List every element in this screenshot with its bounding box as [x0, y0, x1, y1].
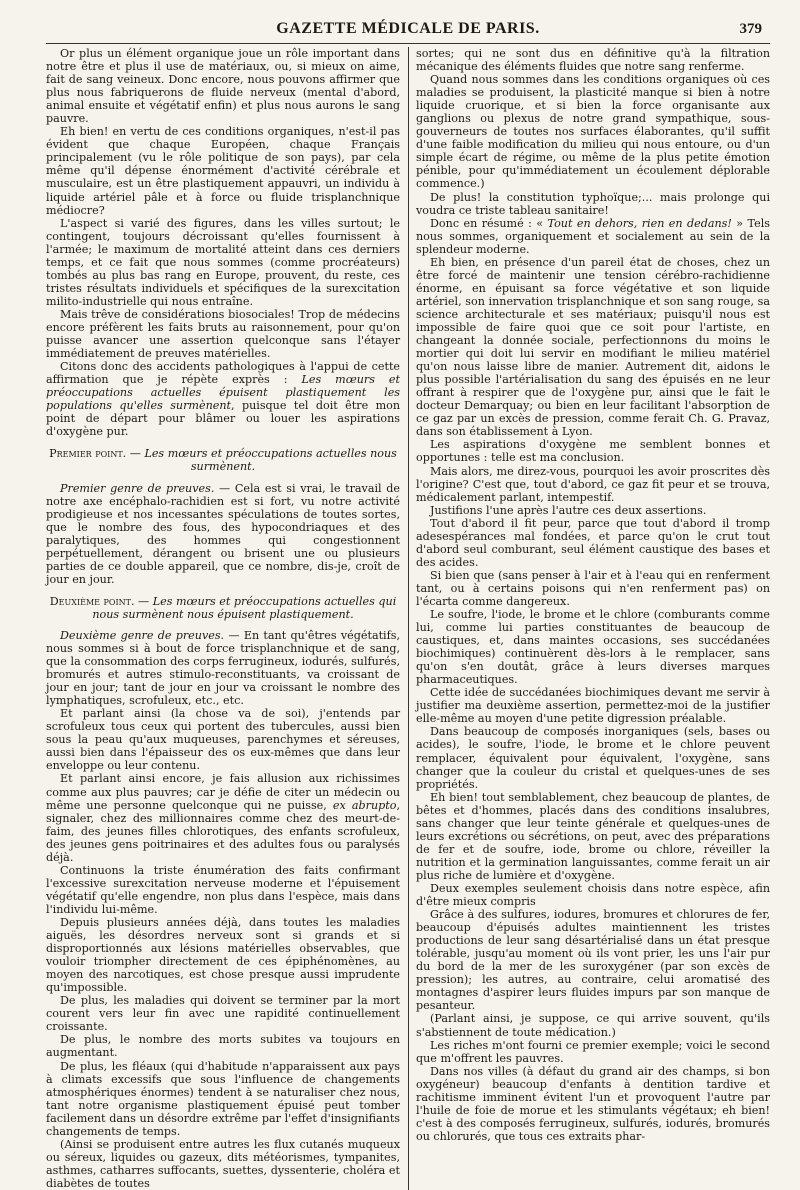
text-run: , signaler, chez des millionnaires comme chez des meurt-de-faim, des jeunes filles chlorotiques, des enfants scrofuleux, des jeunes gens poitrinaires et des adultes fous ou paralysés déjà. [46, 798, 401, 864]
section-label: Deuxième point. [49, 594, 135, 608]
paragraph: sortes; qui ne sont dus en définitive qu'à la filtration mécanique des éléments fluides que notre sang renferme. [416, 47, 771, 74]
paragraph [46, 629, 400, 707]
page-header [46, 0, 770, 44]
text-run: Citons donc des accidents pathologiques à l'appui de cette affirmation que je répète exprès : [46, 360, 401, 387]
text-run: Et parlant ainsi encore, je fais allusion aux richissimes comme aux plus pauvres; car je défie de citer un médecin ou même une personne quelconque qui ne puisse, [46, 772, 401, 812]
section-title: — Les mœurs et préoccupations actuelles nous surmènent. [126, 447, 397, 474]
paragraph [46, 772, 400, 863]
paragraph: Eh bien! en vertu de ces conditions organiques, n'est-il pas évident que chaque Européen, chaque Français principalement (vu le rôle politique de son pays), par cela même qu'il dépense énormément d'activité cérébrale et musculaire, est un être plastiquement appauvri, un individu à liquide artériel pâle et à force ou fluide trisplanchnique médiocre? [46, 125, 401, 217]
paragraph: Justifions l'une après l'autre ces deux assertions. [430, 503, 707, 517]
paragraph: Depuis plusieurs années déjà, dans toutes les maladies aiguës, les désordres nerveux sont si grands et si disproportionnés aux lésions matérielles observables, que vouloir triompher directement de ces épiphénomènes, au moyen des narcotiques, est chose presque aussi imprudente qu'impossible. [46, 916, 401, 995]
proof-label: Deuxième genre de preuves. [60, 628, 225, 642]
paragraph: (Parlant ainsi, je suppose, ce qui arrive souvent, qu'ils s'abstiennent de toute médication.) [416, 1012, 771, 1039]
left-column [46, 47, 408, 1190]
paragraph: Quand nous sommes dans les conditions organiques où ces maladies se produisent, la plasticité manque si bien à notre liquide cruorique, et si bien la force organisante aux ganglions ou plexus de notre grand sympathique, sous-gouverneurs de toutes nos surfaces élaborantes, qu'il suffit d'une faible modification du milieu qui nous entoure, ou d'un simple écart de régime, ou même de la plus petite émotion pénible, pour qu'immédiatement un écoulement déplorable commence.) [416, 73, 771, 191]
section-heading-1 [46, 447, 400, 473]
paragraph: Grâce à des sulfures, iodures, bromures et chlorures de fer, beaucoup d'épuisés adultes maintiennent les tristes productions de leur sang désartérialisé dans un état presque tolérable, jusqu'au moment où ils vont prier, les uns l'air pur du bord de la mer de les suroxygéner (par son excès de pression); les autres, au contraire, celui aromatisé des montagnes d'aspirer leurs fluides impurs par son manque de pesanteur. [416, 908, 771, 1013]
paragraph: Dans beaucoup de composés inorganiques (sels, bases ou acides), le soufre, l'iode, le brome et le chlore peuvent remplacer, équivalent pour équivalent, l'oxygène, sans changer que la couleur du cristal et quelques-unes de ses propriétés. [416, 725, 771, 791]
section-heading-2 [46, 595, 400, 621]
text-run: » Tels nous sommes, organiquement et socialement au sein de la splendeur moderne. [416, 216, 771, 256]
italic-quote: Tout en dehors, rien en dedans! [547, 216, 732, 230]
paragraph: Les aspirations d'oxygène me semblent bonnes et opportunes : telle est ma conclusion. [416, 438, 771, 465]
paragraph: Et parlant ainsi (la chose va de soi), j'entends par scrofuleux tous ceux qui portent des tubercules, aussi bien sous la peau qu'aux muqueuses, parenchymes et séreuses, aussi bien dans l'épaisseur des os eux-mêmes que dans leur enveloppe ou leur contenu. [46, 707, 401, 773]
paragraph: L'aspect si varié des figures, dans les villes surtout; le contingent, toujours décroissant qu'elles fournissent à l'armée; le maximum de mortalité atteint dans ces derniers temps, et ce fait que nous sommes (comme procréateurs) tombés au plus bas rang en Europe, prouvent, du reste, ces tristes résultats individuels et spécifiques de la surexcitation milito-industrielle qui nous entraîne. [46, 216, 401, 308]
paragraph [46, 360, 400, 438]
text-run: , puisque tel doit être mon point de départ pour blâmer ou louer les aspirations d'oxygène pur. [46, 399, 401, 439]
paragraph: De plus, les maladies qui doivent se terminer par la mort courent vers leur fin avec une rapidité continuellement croissante. [46, 994, 401, 1034]
paragraph: Deux exemples seulement choisis dans notre espèce, afin d'être mieux compris [416, 882, 771, 909]
italic-phrase: ex abrupto [332, 798, 397, 812]
column-divider [408, 47, 409, 1190]
paragraph: Continuons la triste énumération des faits confirmant l'excessive surexcitation nerveuse moderne et l'épuisement végétatif qu'elle engendre, non plus dans l'espèce, mais dans l'individu lui-même. [46, 863, 401, 916]
paragraph [46, 482, 400, 586]
paragraph [416, 217, 770, 256]
section-title: — Les mœurs et préoccupations actuelles qui nous surmènent nous épuisent plastiquement. [92, 594, 397, 621]
paragraph: Eh bien, en présence d'un pareil état de choses, chez un être forcé de maintenir une tension cérébro-rachidienne énorme, en épuisant sa force végétative et son liquide artériel, son innervation trisplanchnique et son sang rouge, sa science architecturale et ses matériaux; puisqu'il nous est impossible de faire quoi que ce soit pour l'artiste, en changeant la donnée sociale, perfectionnons du moins le mortier qui doit lui servir en modifiant le milieu matériel qu'on nous laisse libre de manier. Autrement dit, aidons le plus possible l'artérialisation du sang des épuisés en ne leur offrant à respirer que de l'oxygène pur, ainsi que le fait le docteur Demarquay; ou bien en leur facilitant l'absorption de ce gaz par un excès de pression, comme ferait Ch. G. Pravaz, dans son établissement à Lyon. [416, 255, 771, 439]
paragraph: Les riches m'ont fourni ce premier exemple; voici le second que m'offrent les pauvres. [416, 1038, 771, 1065]
text-run: Donc en résumé : « [430, 216, 548, 230]
paragraph: De plus, les fléaux (qui d'habitude n'apparaissent aux pays à climats excessifs que sous l'influence de changements atmosphériques énormes) tendent à se naturaliser chez nous, tant notre organisme plastiquement épuisé peut tomber facilement dans un désordre extrême par l'effet d'insignifiants changements de temps. [46, 1059, 401, 1138]
right-column [416, 47, 770, 1190]
paragraph: Dans nos villes (à défaut du grand air des champs, si bon oxygéneur) beaucoup d'enfants à dentition tardive et rachitisme imminent évitent l'un et provoquent l'autre par l'huile de foie de morue et les stimulants végétaux; eh bien! c'est à des composés ferrugineux, sulfurés, iodurés, bromurés ou chlorurés, que tous ces extraits phar- [416, 1064, 771, 1143]
paragraph: (Ainsi se produisent entre autres les flux cutanés muqueux ou séreux, liquides ou gazeux, dits météorismes, tympanites, asthmes, catharres suffocants, suettes, dyssenterie, choléra et diabètes de toutes [46, 1137, 401, 1190]
paragraph: De plus! la constitution typhoïque;... mais prolonge qui voudra ce triste tableau sanitaire! [416, 190, 771, 217]
text-run: — Cela est si vrai, le travail de notre axe encéphalo-rachidien est si fort, vu notre activité prodigieuse et nos incessantes spéculations de toutes sortes, que le nombre des fous, des hypocondriaques et des paralytiques, des hommes qui congestionnent perpétuellement, dérangent ou brisent une ou plusieurs parties de ce double appareil, que ce nombre, dis-je, croît de jour en jour. [46, 481, 401, 586]
italic-thesis: Les mœurs et préoccupations actuelles épuisent plastiquement les populations qu'elles surmènent [46, 373, 401, 413]
paragraph: De plus, le nombre des morts subites va toujours en augmentant. [46, 1033, 401, 1060]
paragraph: Si bien que (sans penser à l'air et à l'eau qui en renferment tant, ou à certains poisons qui n'en renferment pas) on l'écarta comme dangereux. [416, 568, 771, 608]
text-columns [46, 47, 770, 1190]
page-number: 379 [739, 21, 762, 37]
paragraph: Le soufre, l'iode, le brome et le chlore (comburants comme lui, comme lui parties constituantes de beaucoup de caustiques, et, dans maintes occasions, ses succédanées biochimiques) continuèrent dès-lors à le remplacer, sans qu'on s'en doutât, grâce à leurs diverses marques pharmaceutiques. [416, 608, 771, 687]
paragraph: Or plus un élément organique joue un rôle important dans notre être et plus il use de matériaux, ou, si mieux on aime, fait de sang veineux. Donc encore, nous pouvons affirmer que plus nous fabriquerons de fluide nerveux (mental d'abord, animal ensuite et végétatif enfin) et plus nous aurons le sang pauvre. [46, 47, 401, 126]
paragraph: Mais alors, me direz-vous, pourquoi les avoir proscrites dès l'origine? C'est que, tout d'abord, ce gaz fit peur et se trouva, médicalement parlant, intempestif. [416, 464, 771, 504]
text-run: — En tant qu'êtres végétatifs, nous sommes si à bout de force trisplanchnique et de sang, que la consommation des corps ferrugineux, iodurés, sulfurés, bromurés et autres stimulo-reconstituants, va croissant de jour en jour; tant de jour en jour va croissant le nombre des lymphatiques, scrofuleux, etc., etc. [46, 628, 401, 708]
running-title: GAZETTE MÉDICALE DE PARIS. [276, 20, 540, 37]
proof-label: Premier genre de preuves. [60, 481, 215, 495]
paragraph: Tout d'abord il fit peur, parce que tout d'abord il tromp adesespérances mal fondées, et parce qu'on le crut tout d'abord seul comburant, seul élément caustique des bases et des acides. [416, 516, 771, 569]
paragraph: Eh bien! tout semblablement, chez beaucoup de plantes, de bêtes et d'hommes, placés dans des conditions insalubres, sans changer que leur teinte générale et quelques-unes de leurs excrétions ou sécrétions, on peut, avec des préparations de fer et de soufre, iode, brome ou chlore, réveiller la nutrition et la germination languissantes, comme ferait un air plus riche de lumière et d'oxygène. [416, 790, 771, 882]
section-label: Premier point. [49, 447, 127, 461]
paragraph: Mais trêve de considérations biosociales! Trop de médecins encore préfèrent les faits bruts au raisonnement, pour qu'on puisse avancer une assertion quelconque sans l'étayer immédiatement de preuves matérielles. [46, 307, 401, 361]
paragraph: Cette idée de succédanées biochimiques devant me servir à justifier ma deuxième assertion, permettez-moi de la justifier elle-même au moyen d'une petite digression préalable. [416, 686, 771, 726]
